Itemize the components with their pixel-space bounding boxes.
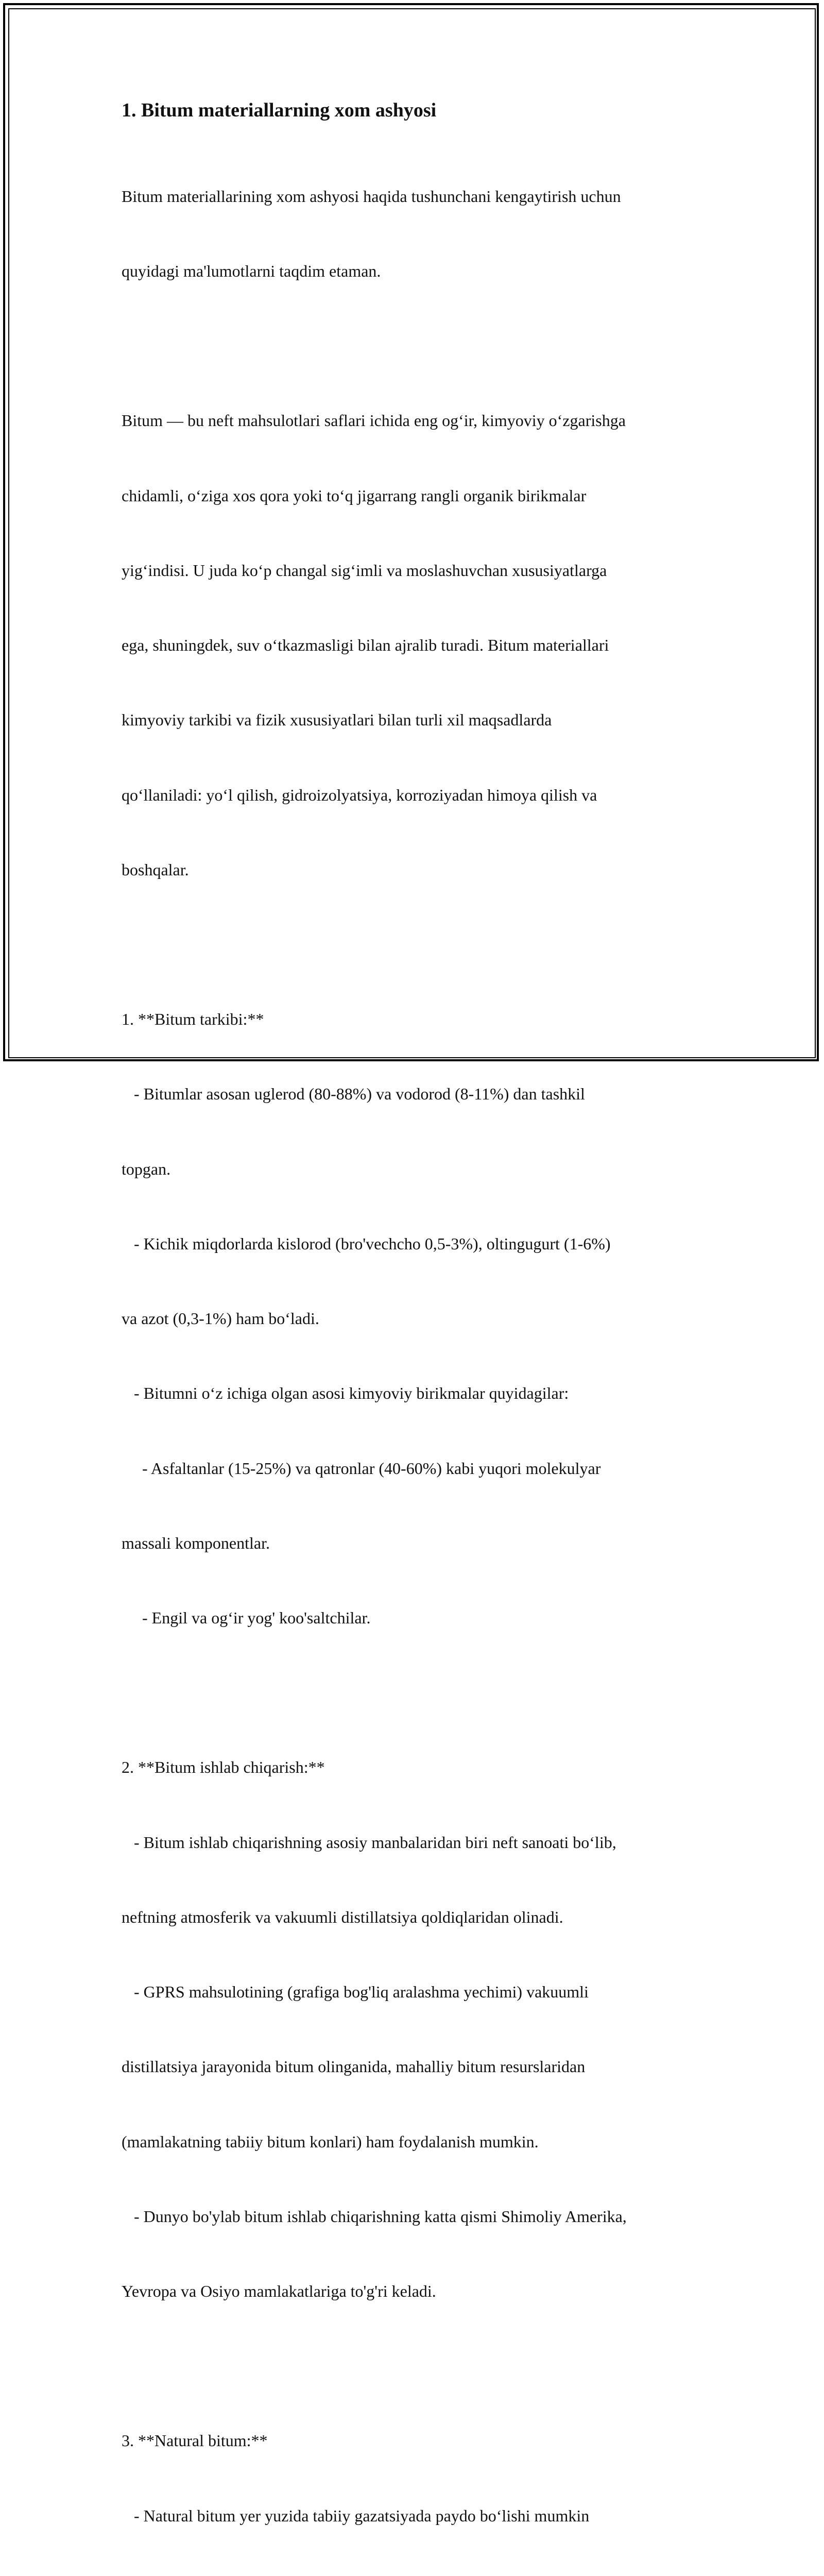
blank-line (122, 2353, 709, 2378)
text-line: kimyoviy tarkibi va fizik xususiyatlari bilan turli xil maqsadlarda (122, 710, 552, 730)
section-heading: 3. **Natural bitum:** (122, 2431, 268, 2450)
blank-line (122, 1680, 709, 1705)
text-line: ega, shuningdek, suv o‘tkazmasligi bilan ajralib turadi. Bitum materiallari (122, 636, 609, 655)
document-title: 1. Bitum materiallarning xom ashyosi (122, 99, 437, 121)
text-line: - Dunyo bo'ylab bitum ishlab chiqarishning katta qismi Shimoliy Amerika, (122, 2207, 627, 2226)
text-line: Yevropa va Osiyo mamlakatlariga to'g'ri keladi. (122, 2281, 436, 2300)
section-heading: 2. **Bitum ishlab chiqarish:** (122, 1758, 325, 1777)
text-line: distillatsiya jarayonida bitum olinganida, mahalliy bitum resurslaridan (122, 2057, 586, 2076)
document-body (122, 97, 709, 2576)
text-line: va azot (0,3-1%) ham bo‘ladi. (122, 1309, 319, 1328)
text-line: - Asfaltanlar (15-25%) va qatronlar (40-60%) kabi yuqori molekulyar (122, 1459, 601, 1478)
text-line: chidamli, o‘ziga xos qora yoki to‘q jigarrang rangli organik birikmalar (122, 486, 587, 505)
text-line: qo‘llaniladi: yo‘l qilish, gidroizolyatsiya, korroziyadan himoya qilish va (122, 785, 597, 804)
text-line: topgan. (122, 1159, 171, 1178)
text-line: - Bitum ishlab chiqarishning asosiy manbalaridan biri neft sanoati bo‘lib, (122, 1833, 616, 1852)
text-line: - Bitumni o‘z ichiga olgan asosi kimyoviy birikmalar quyidagilar: (122, 1384, 569, 1403)
text-line: - Kichik miqdorlarda kislorod (bro'vechcho 0,5-3%), oltingugurt (1-6%) (122, 1234, 611, 1253)
text-line: - GPRS mahsulotining (grafiga bog'liq aralashma yechimi) vakuumli (122, 1982, 589, 2002)
blank-line (122, 333, 709, 358)
text-line: yig‘indisi. U juda ko‘p changal sig‘imli va moslashuvchan xususiyatlarga (122, 561, 607, 580)
text-line: - Engil va og‘ir yog' koo'saltchilar. (122, 1608, 371, 1627)
text-line: (mamlakatning tabiiy bitum konlari) ham foydalanish mumkin. (122, 2132, 539, 2151)
text-line: Bitum materiallarining xom ashyosi haqida tushunchani kengaytirish uchun (122, 187, 621, 206)
section-heading: 1. **Bitum tarkibi:** (122, 1010, 264, 1029)
text-line: Bitum — bu neft mahsulotlari saflari ichida eng og‘ir, kimyoviy o‘zgarishga (122, 411, 626, 430)
blank-line (122, 932, 709, 957)
text-line: boshqalar. (122, 860, 189, 879)
document-text (122, 134, 709, 2576)
text-line: - Natural bitum yer yuzida tabiiy gazatsiyada paydo bo‘lishi mumkin (122, 2506, 590, 2525)
text-line: - Bitumlar asosan uglerod (80-88%) va vodorod (8-11%) dan tashkil (122, 1084, 585, 1104)
text-line: quyidagi ma'lumotlarni taqdim etaman. (122, 262, 381, 281)
text-line: neftning atmosferik va vakuumli distillatsiya qoldiqlaridan olinadi. (122, 1907, 563, 1926)
text-line: massali komponentlar. (122, 1533, 270, 1552)
